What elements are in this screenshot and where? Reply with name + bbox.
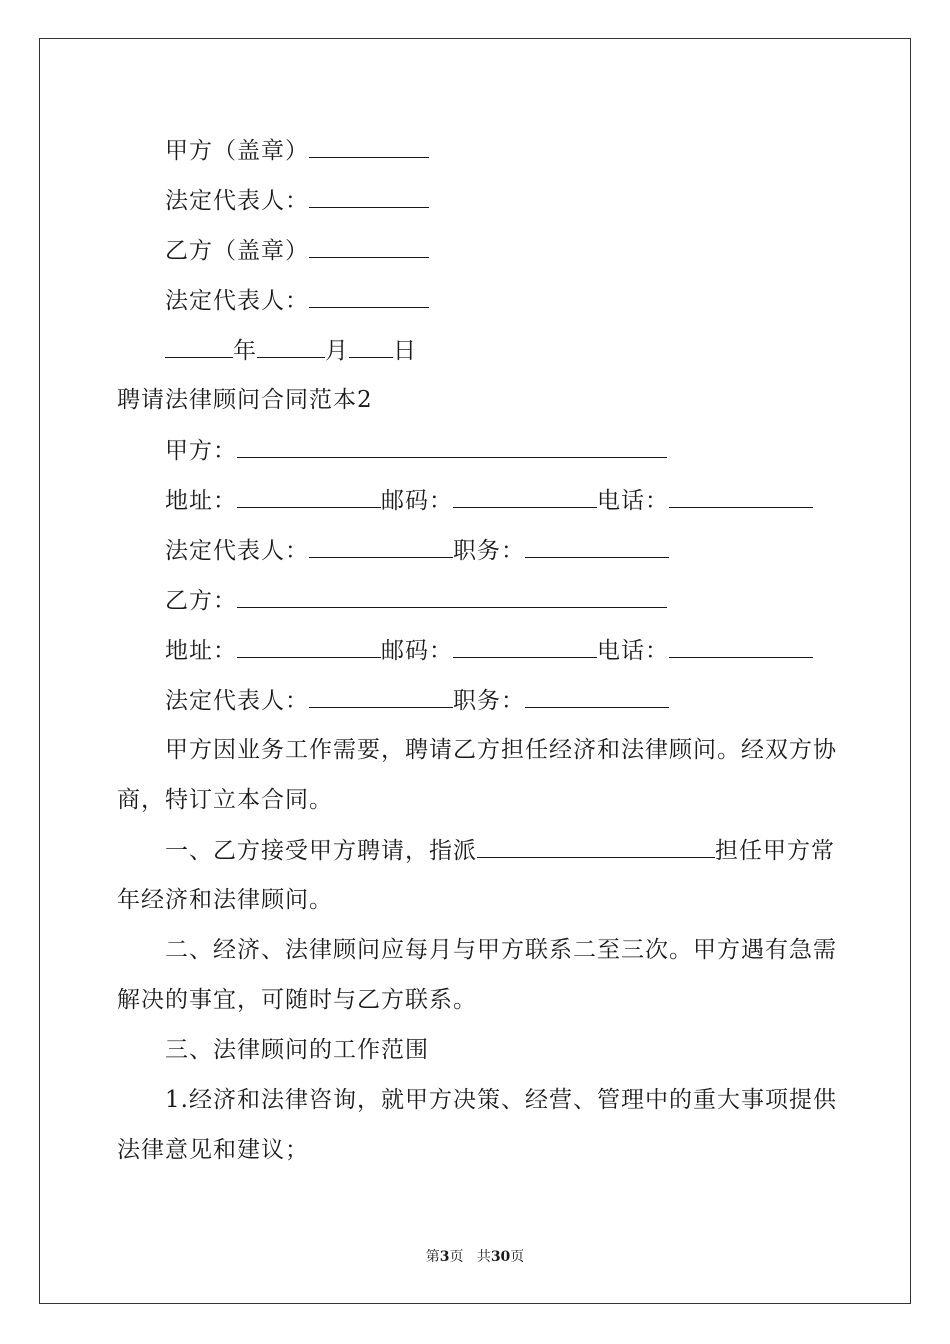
clause-1-line-2: 年经济和法律顾问。 [117, 887, 333, 913]
blank-line [309, 235, 429, 258]
party-a-seal-line: 甲方（盖章） [165, 135, 429, 166]
party-b-line: 乙方： [165, 585, 667, 616]
page-number: 3 [439, 1249, 450, 1265]
clause-3-heading: 三、法律顾问的工作范围 [165, 1037, 429, 1063]
party-b-rep-line: 法定代表人： 职务： [165, 685, 669, 716]
item-1-line-1: 1.经济和法律咨询，就甲方决策、经营、管理中的重大事项提供 [165, 1087, 837, 1113]
blank-line [309, 185, 429, 208]
clause-2-line-1: 二、经济、法律顾问应每月与甲方联系二至三次。甲方遇有急需 [165, 937, 837, 963]
party-a-contact-line: 地址： 邮码： 电话： [165, 485, 813, 516]
clause-2-line-2: 解决的事宜，可随时与乙方联系。 [117, 987, 477, 1013]
page-footer: 第3页 共30页 [425, 1249, 525, 1265]
party-a-rep-line: 法定代表人： 职务： [165, 535, 669, 566]
intro-line-1: 甲方因业务工作需要，聘请乙方担任经济和法律顾问。经双方协 [165, 737, 837, 763]
intro-line-2: 商，特订立本合同。 [117, 787, 333, 813]
section-title: 聘请法律顾问合同范本2 [117, 387, 373, 413]
item-1-line-2: 法律意见和建议； [117, 1137, 309, 1163]
blank-line [309, 285, 429, 308]
legal-rep-a-line: 法定代表人： [165, 185, 429, 216]
clause-1-line-1: 一、乙方接受甲方聘请，指派 担任甲方常 [165, 835, 835, 866]
date-line: 年 月 日 [165, 335, 417, 366]
party-b-seal-line: 乙方（盖章） [165, 235, 429, 266]
party-a-line: 甲方： [165, 435, 667, 466]
total-pages: 30 [490, 1249, 511, 1265]
blank-line [309, 135, 429, 158]
party-b-contact-line: 地址： 邮码： 电话： [165, 635, 813, 666]
legal-rep-b-line: 法定代表人： [165, 285, 429, 316]
